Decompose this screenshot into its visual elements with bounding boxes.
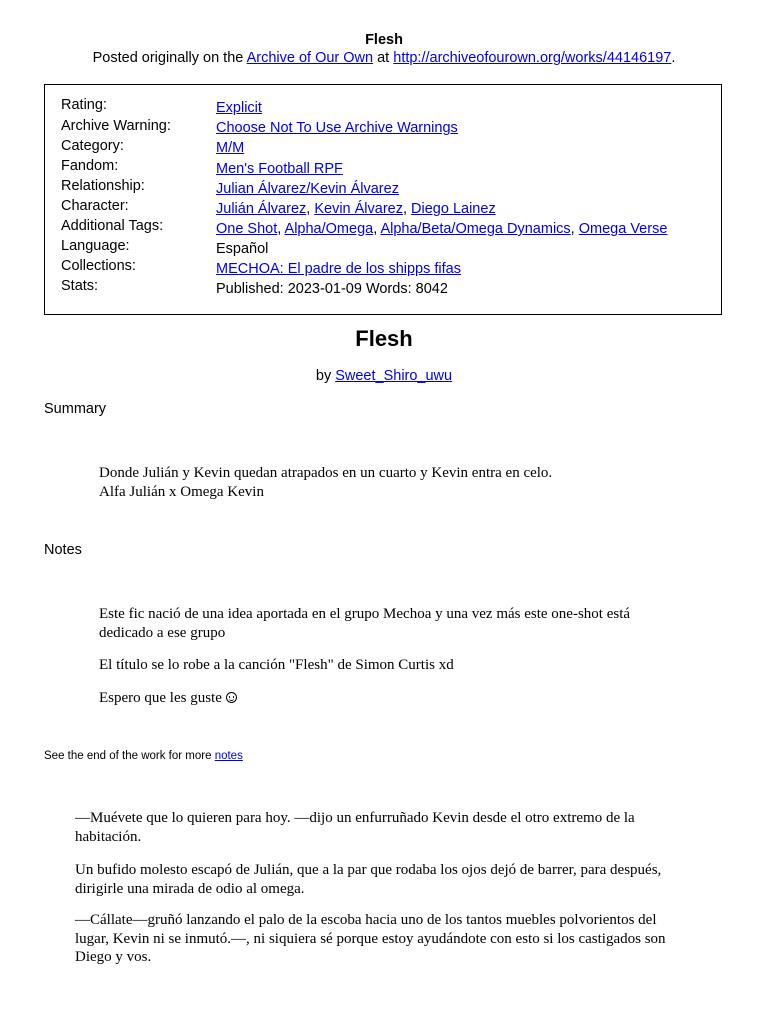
body-line: dirigirle una mirada de odio al omega. [75,880,305,897]
collections-label: Collections: [61,258,136,274]
tag-link[interactable]: Omega Verse [578,221,668,237]
work-title: Flesh [355,326,413,351]
smiley-icon [226,692,237,703]
document-title: Flesh [365,32,403,48]
body-paragraph [75,911,666,967]
character-link[interactable]: Diego Lainez [411,201,496,217]
posted-suffix: . [671,50,676,66]
byline [0,368,768,384]
stats-value: Published: 2023-01-09 Words: 8042 [216,281,448,297]
category-link[interactable]: M/M [216,140,245,156]
tags-list: One Shot, Alpha/Omega, Alpha/Beta/Omega Dynamics, Omega Verse [216,221,668,237]
warning-label: Archive Warning: [61,118,171,134]
posted-prefix: Posted originally on the [92,50,247,66]
collections-link[interactable]: MECHOA: El padre de los shipps fifas [216,261,461,277]
notes-paragraph [99,689,237,708]
character-link[interactable]: Julián Álvarez [216,201,307,217]
posted-line [0,50,768,66]
notes-line: dedicado a ese grupo [99,624,226,641]
posted-mid: at [373,50,394,66]
category-label: Category: [61,138,124,154]
summary-text [99,464,552,501]
warning-link[interactable]: Choose Not To Use Archive Warnings [216,120,458,136]
summary-line: Donde Julián y Kevin quedan atrapados en un cuarto y Kevin entra en celo. [99,465,553,481]
relationship-label: Relationship: [61,178,145,194]
fandom-label: Fandom: [61,158,119,174]
author-link[interactable]: Sweet_Shiro_uwu [335,368,453,384]
rating-label: Rating: [61,97,107,113]
rating-link[interactable]: Explicit [216,100,262,116]
stats-label: Stats: [61,278,99,294]
work-url-link[interactable]: http://archiveofourown.org/works/44146197 [393,50,672,66]
character-label: Character: [61,198,129,214]
notes-heading: Notes [44,542,82,558]
notes-paragraph: El título se lo robe a la canción "Flesh" de Simon Curtis xd [99,657,454,673]
notes-line: Espero que les guste [99,690,226,706]
byline-prefix: by [315,368,336,384]
archive-link[interactable]: Archive of Our Own [246,50,374,66]
tags-label: Additional Tags: [61,218,164,234]
notes-paragraph [99,605,630,642]
body-line: Diego y vos. [75,949,152,965]
fandom-link[interactable]: Men's Football RPF [216,161,343,177]
end-note [44,750,243,762]
body-paragraph [75,809,635,846]
body-line: Un bufido molesto escapó de Julián, que a la par que rodaba los ojos dejó de barrer, para después, [75,862,662,878]
summary-heading: Summary [44,401,107,417]
body-paragraph [75,861,661,898]
relationship-link[interactable]: Julian Álvarez/Kevin Álvarez [216,181,399,197]
tag-link[interactable]: Alpha/Beta/Omega Dynamics [380,221,571,237]
language-value: Español [216,241,269,257]
body-line: —Muévete que lo quieren para hoy. —dijo un enfurruñado Kevin desde el otro extremo de la [75,810,635,826]
tag-link[interactable]: One Shot [216,221,278,237]
body-line: —Cállate—gruñó lanzando el palo de la escoba hacia uno de los tantos muebles polvorientos del [75,912,657,928]
body-line: habitación. [75,828,142,845]
tag-link[interactable]: Alpha/Omega [284,221,374,237]
language-label: Language: [61,238,130,254]
metadata-box [44,84,722,315]
notes-line: Este fic nació de una idea aportada en el grupo Mechoa y una vez más este one-shot está [99,606,631,622]
end-note-text: See the end of the work for more [44,750,215,762]
end-notes-link[interactable]: notes [214,750,243,762]
character-list: Julián Álvarez, Kevin Álvarez, Diego Lainez [216,201,496,217]
body-line: lugar, Kevin ni se inmutó.—, ni siquiera sé porque estoy ayudándote con esto si los castigados son [75,930,666,947]
character-link[interactable]: Kevin Álvarez [314,201,403,217]
summary-line: Alfa Julián x Omega Kevin [99,483,264,500]
